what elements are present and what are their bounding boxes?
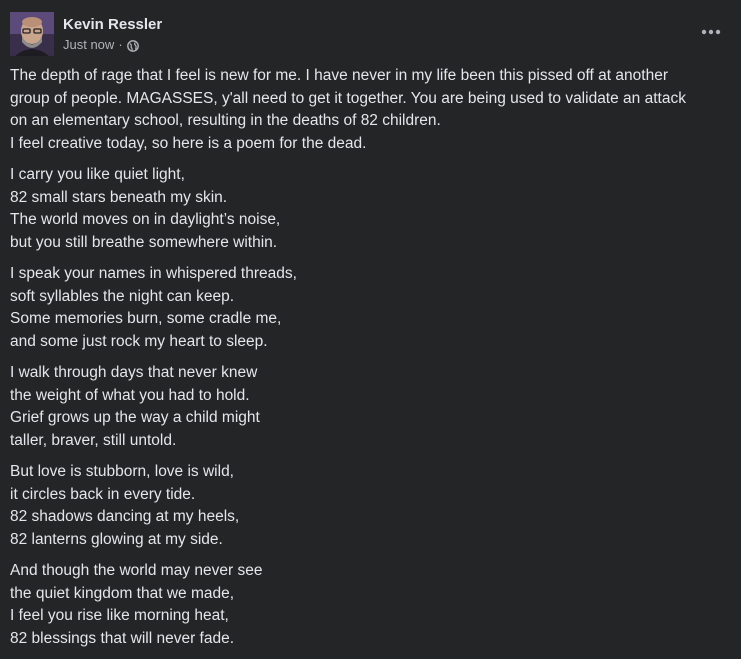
post-header: [10, 11, 162, 57]
poem-line: And though the world may never see: [10, 562, 263, 579]
poem-line: The world moves on in daylight’s noise,: [10, 211, 281, 228]
intro-line: I feel creative today, so here is a poem for the dead.: [10, 134, 367, 152]
poem-stanza-3: [10, 362, 730, 452]
timestamp[interactable]: Just now: [63, 37, 115, 52]
intro-line: The depth of rage that I feel is new for me. I have never in my life been this pissed off at another: [10, 67, 668, 84]
post-intro: [10, 65, 730, 155]
intro-line: group of people. MAGASSES, y'all need to get it together. You are being used to validate an attack: [10, 89, 686, 107]
author-name[interactable]: Kevin Ressler: [63, 16, 163, 33]
poem-line: and some just rock my heart to sleep.: [10, 332, 268, 350]
poem-line: I walk through days that never knew: [10, 364, 258, 381]
intro-line: on an elementary school, resulting in the deaths of 82 children.: [10, 112, 441, 129]
poem-stanza-4: [10, 461, 730, 551]
more-options-button[interactable]: [693, 18, 729, 46]
poem-line: Some memories burn, some cradle me,: [10, 310, 282, 327]
poem-line: it circles back in every tide.: [10, 485, 196, 503]
globe-icon[interactable]: [127, 39, 139, 51]
poem-stanza-2: [10, 263, 730, 353]
post-meta: [63, 15, 162, 53]
avatar-photo-icon: [10, 12, 54, 56]
avatar[interactable]: [10, 12, 54, 56]
post-body: [10, 65, 730, 659]
poem-line: but you still breathe somewhere within.: [10, 233, 278, 251]
poem-stanza-5: [10, 560, 730, 650]
poem-line: 82 small stars beneath my skin.: [10, 188, 228, 206]
poem-line: 82 shadows dancing at my heels,: [10, 508, 240, 525]
poem-line: I feel you rise like morning heat,: [10, 607, 229, 624]
post-subtitle: [63, 36, 162, 53]
poem-line: Grief grows up the way a child might: [10, 409, 260, 426]
poem-stanza-1: [10, 164, 730, 254]
poem-line: I carry you like quiet light,: [10, 166, 185, 183]
poem-line: But love is stubborn, love is wild,: [10, 463, 234, 480]
poem-line: I speak your names in whispered threads,: [10, 265, 297, 282]
separator: ·: [118, 37, 123, 52]
poem-line: the weight of what you had to hold.: [10, 386, 250, 404]
poem-line: the quiet kingdom that we made,: [10, 584, 235, 602]
more-options-icon: [701, 29, 721, 35]
poem-line: taller, braver, still untold.: [10, 431, 177, 449]
poem-line: soft syllables the night can keep.: [10, 287, 235, 305]
poem-line: 82 lanterns glowing at my side.: [10, 530, 223, 548]
poem-line: 82 blessings that will never fade.: [10, 629, 235, 647]
